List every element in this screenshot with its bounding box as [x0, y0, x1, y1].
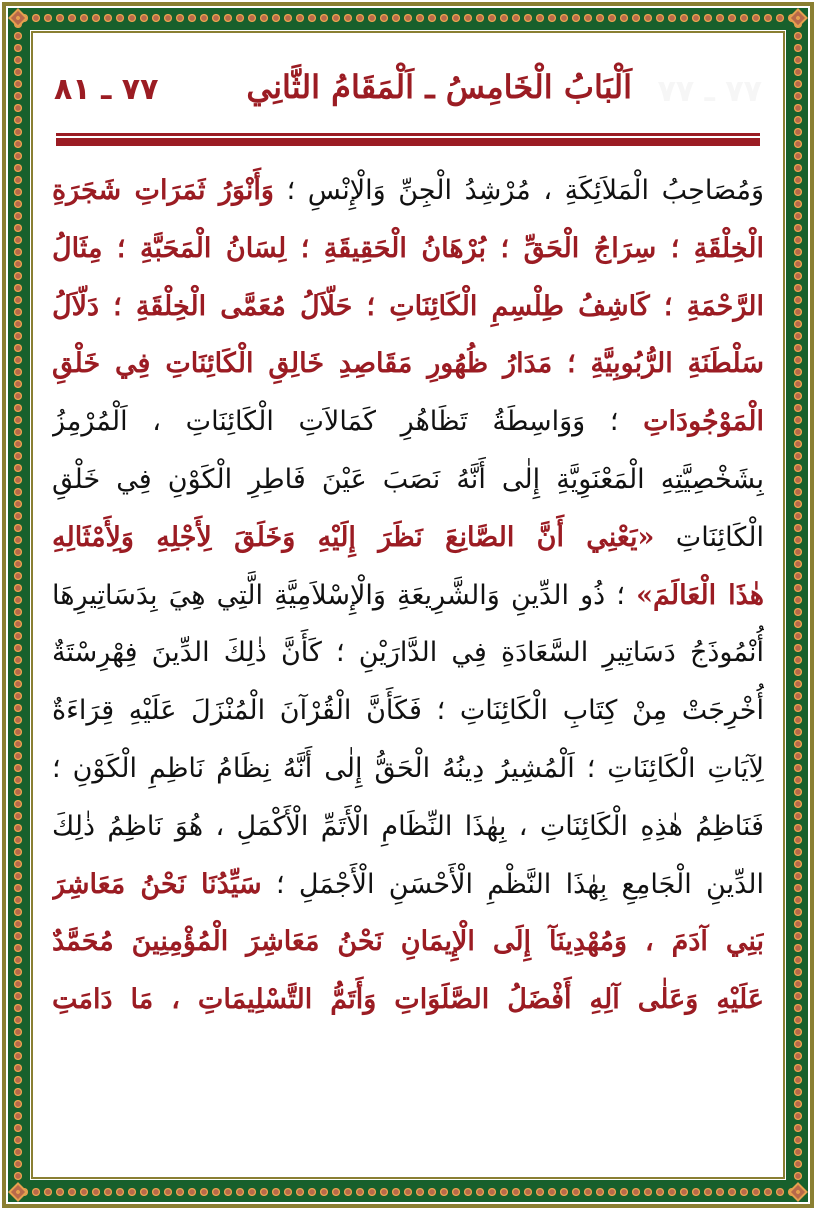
plain-text: فَنَاظِمُ هٰذِهِ الْكَائِنَاتِ ، بِهٰذَا النِّظَامِ الْأَتَمِّ الْأَكْمَلِ ، هُوَ نَاظِمُ ذٰلِكَ	[52, 810, 764, 842]
page-content	[34, 34, 782, 1176]
border-chain-top	[18, 12, 798, 24]
highlighted-text: سَيِّدُنَا نَحْنُ مَعَاشِرَ	[52, 868, 262, 900]
page-range: ٧٧ ـ ٨١	[54, 72, 159, 107]
highlighted-text: سَلْطَنَةِ الرُّبُوبِيَّةِ ؛ مَدَارُ ظُهُورِ مَقَاصِدِ خَالِقِ الْكَائِنَاتِ فِي خَلْقِ	[52, 348, 764, 380]
highlighted-text: عَلَيْهِ وَعَلٰى آلِهِ أَفْضَلُ الصَّلَوَاتِ وَأَتَمُّ التَّسْلِيمَاتِ ، مَا دَامَتِ	[52, 984, 764, 1016]
page-header	[54, 68, 762, 128]
border-chain-right	[792, 18, 804, 1192]
text-line	[52, 798, 764, 856]
border-chain-bottom	[18, 1186, 798, 1198]
header-divider-thick	[56, 138, 760, 146]
text-line	[52, 971, 764, 1029]
plain-text: الدِّينِ الْجَامِعِ بِهٰذَا النَّظْمِ الْأَحْسَنِ الْأَجْمَلِ ؛	[261, 868, 764, 900]
border-chain-left	[12, 18, 24, 1192]
text-line	[52, 856, 764, 914]
text-line	[52, 509, 764, 567]
plain-text: أُخْرِجَتْ مِنْ كِتَابِ الْكَائِنَاتِ ؛ فَكَأَنَّ الْقُرْآنَ الْمُنْزَلَ عَلَيْهِ قِرَاءَةٌ	[52, 695, 764, 727]
plain-text: بِشَخْصِيَّتِهِ الْمَعْنَوِيَّةِ إِلٰى أَنَّهُ نَصَبَ عَيْنَ فَاطِرِ الْكَوْنِ فِي خَلْقِ	[52, 463, 764, 495]
chapter-title: اَلْبَابُ الْخَامِسُ ـ اَلْمَقَامُ الثَّانِي	[246, 68, 632, 106]
header-ghost-text: ٧٧ ـ ٧٧	[657, 74, 762, 109]
plain-text: أُنْمُوذَجُ دَسَاتِيرِ السَّعَادَةِ فِي الدَّارَيْنِ ؛ كَأَنَّ ذٰلِكَ الدِّينَ فِهْرِسْتَةٌ	[52, 637, 764, 669]
text-line	[52, 335, 764, 393]
plain-text: وَمُصَاحِبُ الْمَلاَئِكَةِ ، مُرْشِدُ الْجِنِّ وَالْإِنْسِ ؛	[273, 175, 764, 206]
text-line	[52, 682, 764, 740]
text-line	[52, 220, 764, 278]
text-line	[52, 162, 764, 220]
text-line	[52, 624, 764, 682]
plain-text: ؛ وَوَاسِطَةُ تَظَاهُرِ كَمَالاَتِ الْكَائِنَاتِ ، اَلْمُرْمِزُ	[52, 406, 644, 438]
body-text	[52, 162, 764, 1029]
header-divider-thin	[56, 133, 760, 136]
text-line	[52, 278, 764, 336]
plain-text: لِآيَاتِ الْكَائِنَاتِ ؛ اَلْمُشِيرُ دِينُهُ الْحَقُّ إِلٰى أَنَّهُ نِظَامُ نَاظِمِ الْكَوْنِ ؛	[52, 752, 764, 784]
text-line	[52, 393, 764, 451]
text-line	[52, 740, 764, 798]
highlighted-text: هٰذَا الْعَالَمَ»	[636, 579, 764, 611]
highlighted-text: بَنِي آدَمَ ، وَمُهْدِينَآ إِلَى الْإِيمَانِ نَحْنُ مَعَاشِرَ الْمُؤْمِنِينَ مُحَمَّدٌ	[52, 926, 764, 958]
text-line	[52, 451, 764, 509]
highlighted-text: الْخِلْقَةِ ؛ سِرَاجُ الْحَقِّ ؛ بُرْهَانُ الْحَقِيقَةِ ؛ لِسَانُ الْمَحَبَّةِ ؛ مِثَالُ	[52, 232, 764, 264]
plain-text: الْكَائِنَاتِ	[654, 521, 764, 553]
plain-text: ؛ ذُو الدِّينِ وَالشَّرِيعَةِ وَالْإِسْلاَمِيَّةِ الَّتِي هِيَ بِدَسَاتِيرِهَا	[52, 579, 637, 611]
highlighted-text: الرَّحْمَةِ ؛ كَاشِفُ طِلْسِمِ الْكَائِنَاتِ ؛ حَلّاَلُ مُعَمَّى الْخِلْقَةِ ؛ دَلّاَلُ	[52, 290, 764, 322]
text-line	[52, 913, 764, 971]
highlighted-text: الْمَوْجُودَاتِ	[643, 406, 764, 438]
text-line	[52, 567, 764, 625]
highlighted-text: «يَعْنِي أَنَّ الصَّانِعَ نَظَرَ إِلَيْهِ وَخَلَقَ لِأَجْلِهِ وَلِأَمْثَالِهِ	[52, 521, 655, 553]
highlighted-text: وَأَنْوَرُ ثَمَرَاتِ شَجَرَةِ	[52, 175, 274, 206]
